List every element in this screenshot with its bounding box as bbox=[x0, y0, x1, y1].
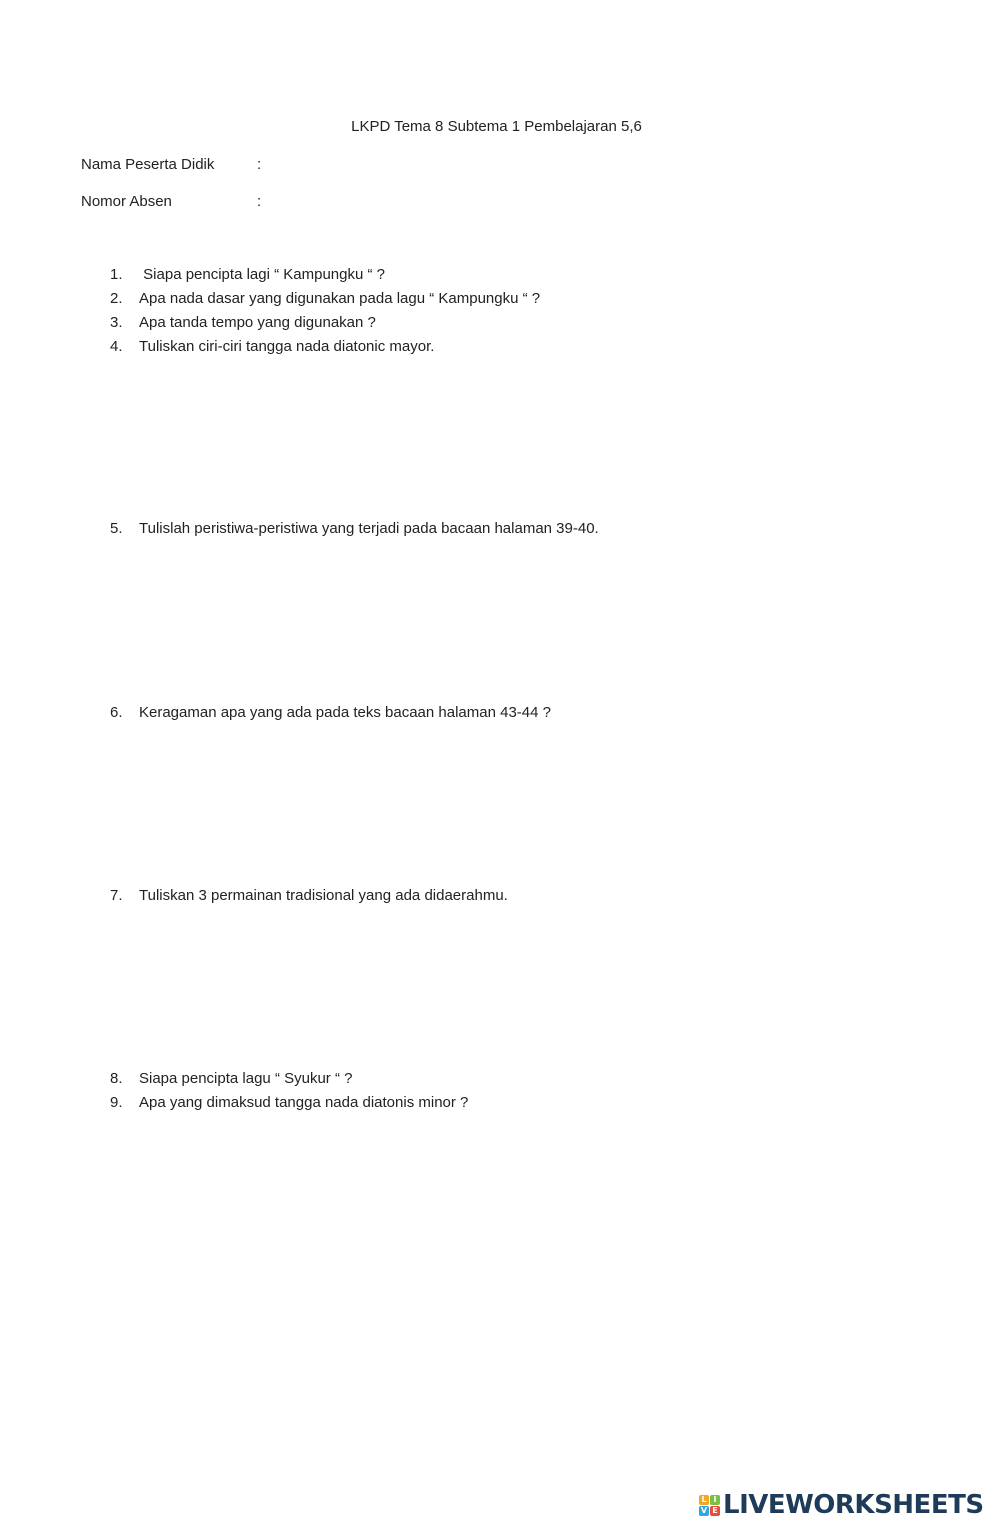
question-text: Keragaman apa yang ada pada teks bacaan halaman 43-44 ? bbox=[139, 704, 551, 721]
question-text: Apa yang dimaksud tangga nada diatonis minor ? bbox=[139, 1094, 469, 1111]
question-text: Siapa pencipta lagu “ Syukur “ ? bbox=[139, 1070, 353, 1087]
logo-letter-e: E bbox=[710, 1506, 720, 1516]
question-text: Tuliskan 3 permainan tradisional yang ada didaerahmu. bbox=[139, 887, 508, 904]
question-number: 1. bbox=[110, 266, 123, 283]
logo-letter-v: V bbox=[700, 1505, 708, 1515]
question-text: Tulislah peristiwa-peristiwa yang terjadi pada bacaan halaman 39-40. bbox=[139, 520, 599, 537]
question-8 bbox=[110, 1070, 352, 1087]
question-number: 4. bbox=[110, 338, 123, 355]
question-2 bbox=[110, 290, 540, 307]
question-text: Apa tanda tempo yang digunakan ? bbox=[139, 314, 376, 331]
student-name-label: Nama Peserta Didik bbox=[81, 156, 215, 173]
question-5 bbox=[110, 520, 599, 537]
question-number: 9. bbox=[110, 1094, 123, 1111]
logo-letter-l: L bbox=[699, 1495, 709, 1505]
liveworksheets-logo-icon bbox=[699, 1495, 720, 1516]
student-name-field bbox=[81, 156, 261, 173]
question-9 bbox=[110, 1094, 468, 1111]
question-number: 3. bbox=[110, 314, 123, 331]
logo-letter-i: I bbox=[710, 1495, 720, 1505]
liveworksheets-logo[interactable] bbox=[699, 1490, 984, 1520]
question-text: Apa nada dasar yang digunakan pada lagu “ Kampungku “ ? bbox=[139, 290, 541, 307]
question-4 bbox=[110, 338, 434, 355]
page-title: LKPD Tema 8 Subtema 1 Pembelajaran 5,6 bbox=[351, 118, 642, 135]
question-3 bbox=[110, 314, 376, 331]
question-7 bbox=[110, 887, 508, 904]
question-number: 5. bbox=[110, 520, 123, 537]
question-text: Tuliskan ciri-ciri tangga nada diatonic mayor. bbox=[139, 338, 435, 355]
attendance-number-label: Nomor Absen bbox=[81, 193, 172, 210]
question-1 bbox=[110, 266, 385, 283]
question-number: 7. bbox=[110, 887, 123, 904]
question-number: 2. bbox=[110, 290, 123, 307]
attendance-number-field bbox=[81, 193, 261, 210]
question-text: Siapa pencipta lagi “ Kampungku “ ? bbox=[139, 266, 385, 283]
question-number: 6. bbox=[110, 704, 123, 721]
question-number: 8. bbox=[110, 1070, 123, 1087]
logo-wordmark: LIVEWORKSHEETS bbox=[723, 1490, 984, 1520]
question-6 bbox=[110, 704, 551, 721]
attendance-number-colon: : bbox=[257, 193, 262, 210]
student-name-colon: : bbox=[257, 156, 262, 173]
